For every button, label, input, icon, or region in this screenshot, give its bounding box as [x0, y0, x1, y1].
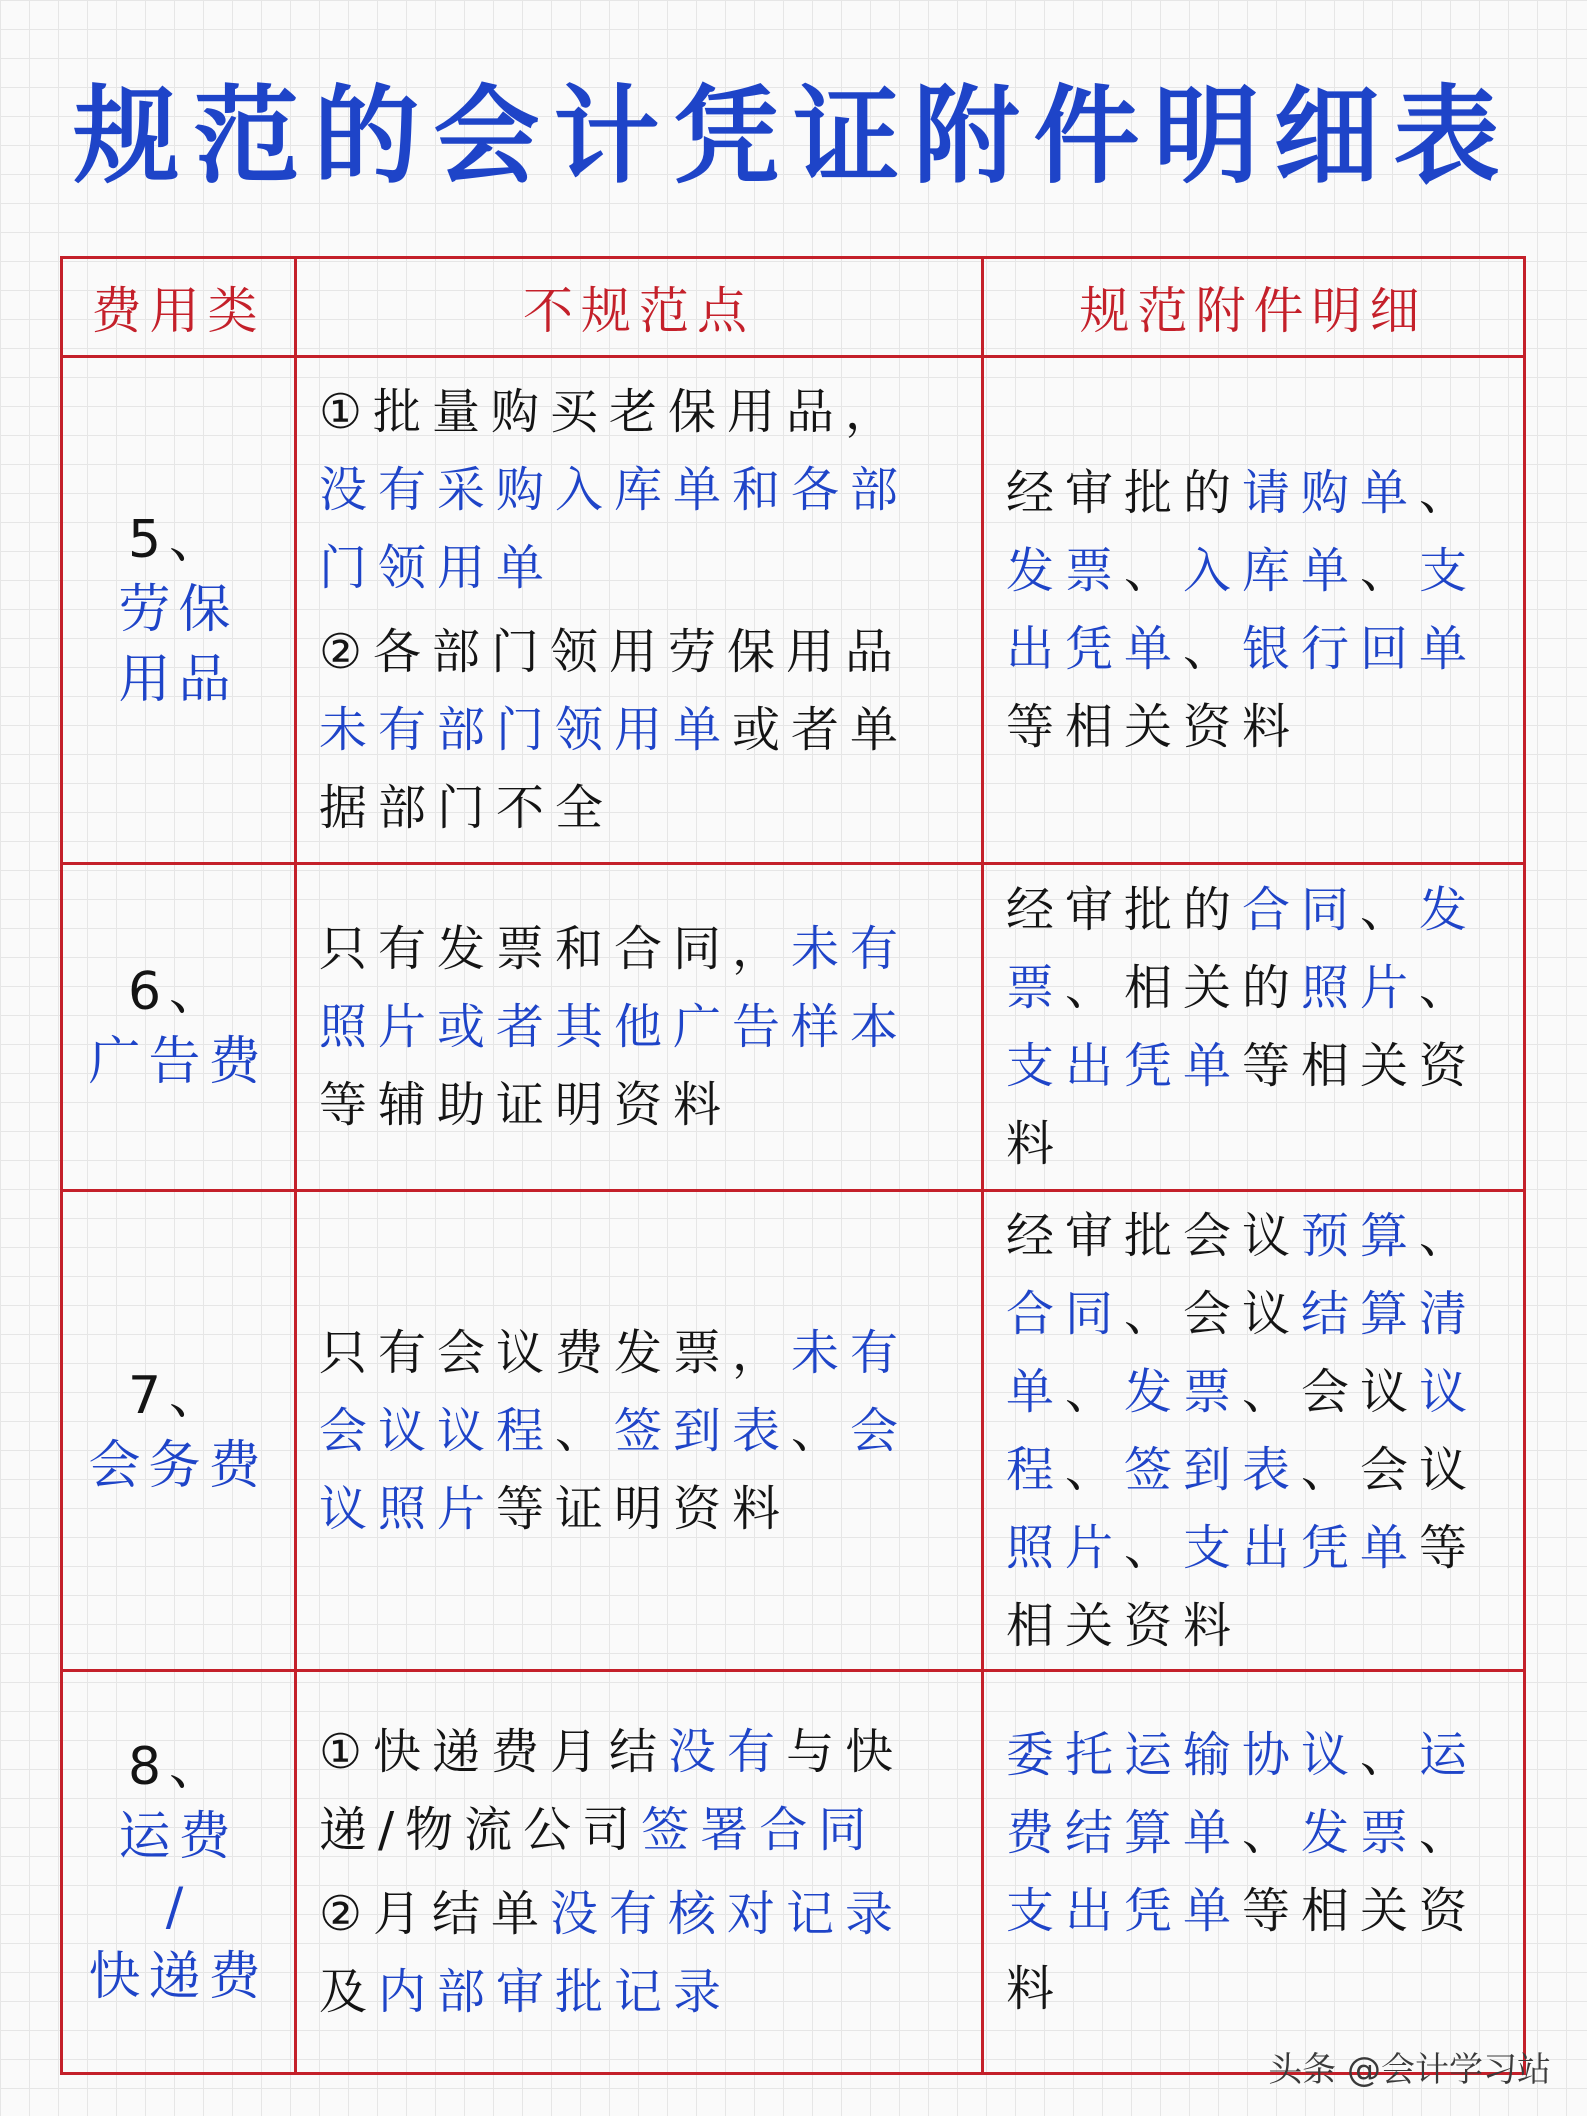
category-cell	[63, 358, 294, 862]
attachment-paragraph	[1006, 1716, 1501, 2028]
highlight-text: 签到表	[614, 1402, 792, 1459]
highlight-text: 支出凭单	[1006, 1883, 1243, 1939]
category-number: 7、	[127, 1365, 230, 1426]
plain-text: 、会议	[1242, 1363, 1420, 1420]
watermark: 头条 @会计学习站	[1268, 2050, 1551, 2090]
highlight-text: 签署合同	[641, 1802, 878, 1858]
category-cell	[63, 865, 294, 1189]
plain-text: ①快递费月结	[319, 1724, 669, 1780]
plain-text: 、	[1183, 621, 1243, 677]
plain-text: 只有发票和合同，	[319, 921, 792, 977]
issue-paragraph	[319, 910, 959, 1144]
category-name: 会务费	[88, 1435, 269, 1496]
category-name: /	[165, 1877, 192, 1937]
issue-paragraph	[319, 1713, 959, 1869]
category-number: 5、	[127, 510, 230, 570]
category-number: 6、	[127, 962, 230, 1022]
highlight-text: 支出凭单	[1006, 543, 1479, 677]
highlight-text: 支出凭单	[1183, 1519, 1420, 1576]
highlight-text: 照片	[1301, 960, 1420, 1016]
category-name: 运费	[118, 1807, 239, 1867]
header-category: 费用类	[91, 282, 266, 340]
highlight-text: 没有核对记录	[550, 1886, 905, 1942]
attachment-paragraph	[1006, 871, 1501, 1183]
plain-text: 、相关的	[1065, 960, 1302, 1016]
attachment-table	[60, 256, 1526, 2075]
plain-text: 、	[791, 1402, 851, 1459]
issue-cell	[297, 865, 981, 1189]
plain-text: 、	[1065, 1441, 1125, 1498]
plain-text: 等证明资料	[496, 1480, 792, 1537]
highlight-text: 发票	[1006, 882, 1479, 1016]
category-name: 用品	[118, 650, 239, 710]
highlight-text: 未有照片或者其他广告样本	[319, 921, 910, 1055]
plain-text: 、	[1242, 1805, 1302, 1861]
plain-text: 等相关资料	[1006, 699, 1302, 755]
highlight-text: 会议照片	[319, 1402, 910, 1537]
highlight-text: 发票	[1124, 1363, 1243, 1420]
plain-text: 经审批会议	[1006, 1207, 1302, 1264]
issue-cell	[297, 1192, 981, 1669]
header-issues: 不规范点	[523, 282, 755, 340]
highlight-text: 签到表	[1124, 1441, 1302, 1498]
highlight-text: 结算清单	[1006, 1285, 1479, 1420]
attachment-paragraph	[1006, 454, 1501, 766]
issue-paragraph	[319, 373, 959, 607]
highlight-text: 没有采购入库单和各部门领用单	[319, 462, 910, 596]
highlight-text: 入库单	[1183, 543, 1361, 599]
plain-text: 、	[1419, 960, 1479, 1016]
plain-text: 及	[319, 1964, 379, 2020]
plain-text: 、	[1065, 1363, 1125, 1420]
attachment-cell	[984, 1192, 1523, 1669]
plain-text: 、	[1419, 1207, 1479, 1264]
category-name: 劳保	[118, 580, 239, 640]
issue-paragraph	[319, 613, 959, 847]
plain-text: 、	[1124, 543, 1184, 599]
highlight-text: 支出凭单	[1006, 1038, 1243, 1094]
highlight-text: 请购单	[1242, 465, 1420, 521]
plain-text: 、	[1360, 1727, 1420, 1783]
plain-text: 经审批的	[1006, 465, 1243, 521]
issue-paragraph	[319, 1314, 959, 1548]
highlight-text: 未有会议议程	[319, 1324, 910, 1459]
plain-text: ②各部门领用劳保用品	[319, 624, 905, 680]
plain-text: 等辅助证明资料	[319, 1077, 733, 1133]
plain-text: 等相关资料	[1006, 1883, 1479, 2017]
plain-text: 、	[1419, 465, 1479, 521]
highlight-text: 照片	[1006, 1519, 1125, 1576]
issue-cell	[297, 1672, 981, 2072]
highlight-text: 内部审批记录	[378, 1964, 733, 2020]
highlight-text: 委托运输协议	[1006, 1727, 1361, 1783]
category-number: 8、	[127, 1737, 230, 1797]
highlight-text: 预算	[1301, 1207, 1420, 1264]
highlight-text: 议程	[1006, 1363, 1479, 1498]
plain-text: 、会议	[1124, 1285, 1302, 1342]
highlight-text: 没有	[668, 1724, 787, 1780]
attachment-cell	[984, 358, 1523, 862]
highlight-text: 未有部门领用单	[319, 702, 733, 758]
highlight-text: 合同	[1006, 1285, 1125, 1342]
plain-text: ②月结单	[319, 1886, 551, 1942]
plain-text: 、	[1360, 882, 1420, 938]
highlight-text: 运费结算单	[1006, 1727, 1479, 1861]
plain-text: 等相关资料	[1006, 1038, 1479, 1172]
plain-text: 、	[555, 1402, 615, 1459]
attachment-paragraph	[1006, 1197, 1501, 1665]
plain-text: 、	[1124, 1519, 1184, 1576]
page-title: 规范的会计凭证附件明细表	[73, 75, 1514, 198]
plain-text: 等相关资料	[1006, 1519, 1479, 1654]
highlight-text: 银行回单	[1242, 621, 1479, 677]
highlight-text: 合同	[1242, 882, 1361, 938]
issue-cell	[297, 358, 981, 862]
attachment-cell	[984, 865, 1523, 1189]
plain-text: 、会议	[1301, 1441, 1479, 1498]
highlight-text: 发票	[1301, 1805, 1420, 1861]
issue-paragraph	[319, 1875, 959, 2031]
plain-text: 、	[1360, 543, 1420, 599]
plain-text: 、	[1419, 1805, 1479, 1861]
category-name: 广告费	[88, 1032, 269, 1092]
plain-text: 与快递/物流公司	[319, 1724, 905, 1858]
category-name: 快递费	[88, 1947, 269, 2007]
plain-text: 经审批的	[1006, 882, 1243, 938]
category-cell	[63, 1192, 294, 1669]
header-attachments: 规范附件明细	[1079, 282, 1428, 340]
category-cell	[63, 1672, 294, 2072]
highlight-text: 发票	[1006, 543, 1125, 599]
plain-text: ①批量购买老保用品，	[319, 384, 905, 440]
attachment-cell	[984, 1672, 1523, 2072]
plain-text: 只有会议费发票，	[319, 1324, 792, 1381]
plain-text: 或者单据部门不全	[319, 702, 910, 836]
